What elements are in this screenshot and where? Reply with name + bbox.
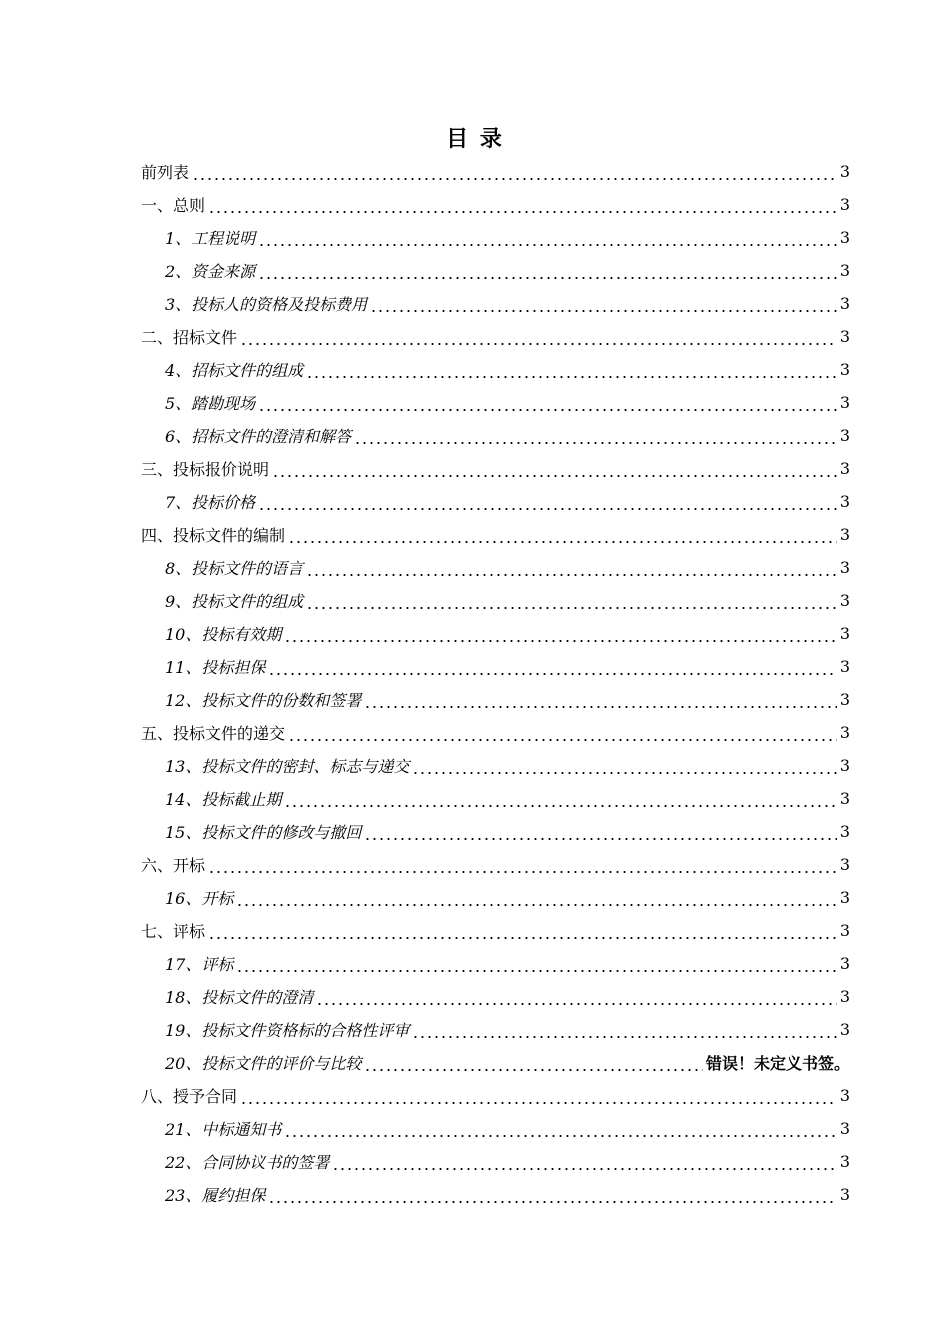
toc-entry-page: 3 — [839, 591, 850, 610]
toc-entry[interactable] — [141, 320, 850, 353]
toc-dot-leader — [272, 460, 837, 478]
toc-entry-label: 一、总则 — [141, 196, 206, 215]
toc-entry-page: 3 — [839, 1020, 850, 1039]
toc-entry-page: 3 — [839, 261, 850, 280]
toc-entry-label: 6、招标文件的澄清和解答 — [165, 427, 352, 446]
toc-entry-label: 1、工程说明 — [165, 229, 256, 248]
toc-entry[interactable] — [141, 1178, 850, 1211]
toc-entry-page: 3 — [839, 327, 850, 346]
toc-entry[interactable] — [141, 1079, 850, 1112]
toc-entry-page: 3 — [839, 492, 850, 511]
toc-dot-leader — [306, 559, 837, 577]
toc-entry-page: 3 — [839, 723, 850, 742]
toc-entry-label: 7、投标价格 — [165, 493, 256, 512]
toc-entry-label: 18、投标文件的澄清 — [165, 988, 314, 1007]
toc-entry[interactable] — [141, 419, 850, 452]
toc-dot-leader — [192, 163, 837, 181]
toc-entry-label: 14、投标截止期 — [165, 790, 282, 809]
toc-entry[interactable] — [141, 782, 850, 815]
toc-entry-label: 4、招标文件的组成 — [165, 361, 304, 380]
toc-entry-label: 16、开标 — [165, 889, 234, 908]
toc-entry-page: 3 — [839, 1185, 850, 1204]
toc-entry-page: 3 — [839, 690, 850, 709]
toc-dot-leader — [258, 262, 837, 280]
toc-entry[interactable] — [141, 980, 850, 1013]
toc-entry[interactable] — [141, 1145, 850, 1178]
toc-entry-label: 七、评标 — [141, 922, 206, 941]
toc-entry-label: 13、投标文件的密封、标志与递交 — [165, 757, 410, 776]
toc-dot-leader — [354, 427, 837, 445]
toc-entry-page: 3 — [839, 624, 850, 643]
toc-entry-page: 3 — [839, 426, 850, 445]
toc-entry-page: 3 — [839, 822, 850, 841]
toc-entry-label: 22、合同协议书的签署 — [165, 1153, 330, 1172]
toc-dot-leader — [284, 625, 836, 643]
toc-dot-leader — [208, 196, 837, 214]
toc-entry-page: 3 — [839, 921, 850, 940]
toc-entry[interactable] — [141, 386, 850, 419]
toc-dot-leader — [268, 658, 836, 676]
toc-dot-leader — [412, 1021, 836, 1039]
toc-entry-page: 3 — [839, 1086, 850, 1105]
toc-dot-leader — [240, 1087, 837, 1105]
toc-entry-page: 3 — [839, 459, 850, 478]
toc-dot-leader — [268, 1186, 836, 1204]
toc-entry-label: 8、投标文件的语言 — [165, 559, 304, 578]
toc-entry-page: 3 — [839, 756, 850, 775]
toc-entry-page: 3 — [839, 789, 850, 808]
toc-entry-label: 21、中标通知书 — [165, 1120, 282, 1139]
toc-entry[interactable] — [141, 815, 850, 848]
toc-entry[interactable] — [141, 254, 850, 287]
toc-entry[interactable] — [141, 518, 850, 551]
toc-entry-label: 9、投标文件的组成 — [165, 592, 304, 611]
toc-entry[interactable] — [141, 1013, 850, 1046]
toc-entry[interactable] — [141, 683, 850, 716]
toc-entry-label: 20、投标文件的评价与比较 — [165, 1054, 362, 1073]
toc-dot-leader — [258, 394, 837, 412]
toc-entry[interactable] — [141, 947, 850, 980]
toc-entry-page: 3 — [839, 228, 850, 247]
toc-entry-label: 3、投标人的资格及投标费用 — [165, 295, 368, 314]
toc-entry-label: 15、投标文件的修改与撤回 — [165, 823, 362, 842]
toc-entry[interactable] — [141, 1046, 850, 1079]
toc-entry[interactable] — [141, 617, 850, 650]
toc-entry-page: 3 — [839, 195, 850, 214]
toc-dot-leader — [364, 823, 836, 841]
toc-entry-label: 12、投标文件的份数和签署 — [165, 691, 362, 710]
toc-entry-label: 八、授予合同 — [141, 1087, 238, 1106]
toc-dot-leader — [364, 691, 836, 709]
toc-entry-page: 3 — [839, 1119, 850, 1138]
toc-dot-leader — [412, 757, 836, 775]
toc-entry-label: 二、招标文件 — [141, 328, 238, 347]
toc-dot-leader — [208, 856, 837, 874]
toc-entry-label: 前列表 — [141, 163, 190, 182]
toc-entry-label: 六、开标 — [141, 856, 206, 875]
toc-entry[interactable] — [141, 848, 850, 881]
toc-entry-page: 3 — [839, 1152, 850, 1171]
toc-entry-page: 3 — [839, 987, 850, 1006]
toc-dot-leader — [208, 922, 837, 940]
toc-entry-label: 19、投标文件资格标的合格性评审 — [165, 1021, 410, 1040]
toc-entry[interactable] — [141, 584, 850, 617]
toc-dot-leader — [236, 889, 836, 907]
toc-entry[interactable] — [141, 1112, 850, 1145]
toc-dot-leader — [288, 724, 837, 742]
toc-entry-label: 五、投标文件的递交 — [141, 724, 286, 743]
toc-entry-page: 3 — [839, 888, 850, 907]
toc-dot-leader — [364, 1054, 703, 1072]
toc-entry-page: 3 — [839, 393, 850, 412]
toc-entry-error: 错误！未定义书签。 — [705, 1054, 850, 1073]
toc-entry-page: 3 — [839, 294, 850, 313]
page-title: 目 录 — [446, 126, 504, 152]
toc-dot-leader — [316, 988, 836, 1006]
toc-entry-label: 17、评标 — [165, 955, 234, 974]
toc-entry[interactable] — [141, 353, 850, 386]
toc-entry[interactable] — [141, 485, 850, 518]
toc-entry-label: 11、投标担保 — [165, 658, 266, 677]
toc-entry-page: 3 — [839, 855, 850, 874]
toc-dot-leader — [240, 328, 837, 346]
toc-dot-leader — [258, 229, 837, 247]
table-of-contents — [141, 155, 850, 1211]
toc-entry[interactable] — [141, 551, 850, 584]
toc-dot-leader — [306, 361, 837, 379]
toc-dot-leader — [284, 790, 836, 808]
toc-entry[interactable] — [141, 452, 850, 485]
toc-entry-label: 三、投标报价说明 — [141, 460, 270, 479]
toc-entry-label: 10、投标有效期 — [165, 625, 282, 644]
toc-entry-label: 23、履约担保 — [165, 1186, 266, 1205]
toc-entry[interactable] — [141, 155, 850, 188]
toc-entry[interactable] — [141, 749, 850, 782]
toc-entry[interactable] — [141, 221, 850, 254]
toc-entry-label: 5、踏勘现场 — [165, 394, 256, 413]
toc-entry-page: 3 — [839, 162, 850, 181]
toc-entry-label: 2、资金来源 — [165, 262, 256, 281]
toc-entry[interactable] — [141, 650, 850, 683]
toc-dot-leader — [332, 1153, 836, 1171]
toc-entry[interactable] — [141, 914, 850, 947]
toc-entry-page: 3 — [839, 954, 850, 973]
toc-entry[interactable] — [141, 881, 850, 914]
toc-dot-leader — [236, 955, 836, 973]
toc-dot-leader — [306, 592, 837, 610]
toc-dot-leader — [284, 1120, 836, 1138]
toc-dot-leader — [370, 295, 837, 313]
toc-entry[interactable] — [141, 188, 850, 221]
toc-entry-page: 3 — [839, 558, 850, 577]
toc-entry-label: 四、投标文件的编制 — [141, 526, 286, 545]
toc-dot-leader — [288, 526, 837, 544]
toc-dot-leader — [258, 493, 837, 511]
toc-entry-page: 3 — [839, 525, 850, 544]
toc-entry-page: 3 — [839, 360, 850, 379]
toc-entry-page: 3 — [839, 657, 850, 676]
toc-entry[interactable] — [141, 716, 850, 749]
toc-entry[interactable] — [141, 287, 850, 320]
